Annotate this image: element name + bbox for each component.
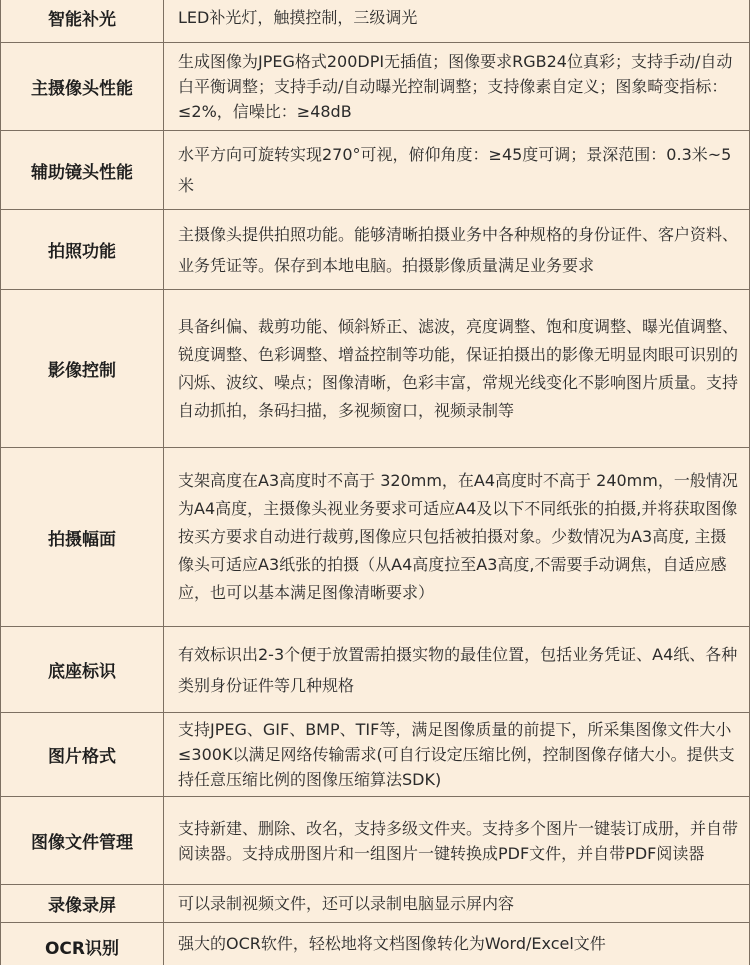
row-text-photo-function: 主摄像头提供拍照功能。能够清晰拍摄业务中各种规格的身份证件、客户资料、业务凭证等。保存到本地电脑。拍摄影像质量满足业务要求 xyxy=(164,210,750,290)
table-row xyxy=(1,210,750,290)
table-row xyxy=(1,797,750,885)
row-text-aux-lens: 水平方向可旋转实现270°可视，俯仰角度：≥45度可调；景深范围：0.3米~5米 xyxy=(164,131,750,210)
table-row xyxy=(1,448,750,627)
row-label-file-management: 图像文件管理 xyxy=(1,797,164,885)
row-label-photo-function: 拍照功能 xyxy=(1,210,164,290)
row-text-video-recording: 可以录制视频文件，还可以录制电脑显示屏内容 xyxy=(164,885,750,923)
row-label-video-recording: 录像录屏 xyxy=(1,885,164,923)
row-text-base-markers: 有效标识出2-3个便于放置需拍摄实物的最佳位置，包括业务凭证、A4纸、各种类别身份证件等几种规格 xyxy=(164,627,750,713)
row-text-main-camera: 生成图像为JPEG格式200DPI无插值；图像要求RGB24位真彩；支持手动/自动白平衡调整；支持手动/自动曝光控制调整；支持像素自定义；图象畸变指标：≤2%，信噪比：≥48dB xyxy=(164,43,750,131)
row-label-aux-lens: 辅助镜头性能 xyxy=(1,131,164,210)
row-label-image-control: 影像控制 xyxy=(1,290,164,448)
row-text-image-control: 具备纠偏、裁剪功能、倾斜矫正、滤波，亮度调整、饱和度调整、曝光值调整、锐度调整、色彩调整、增益控制等功能，保证拍摄出的影像无明显肉眼可识别的闪烁、波纹、噪点；图像清晰，色彩丰富，常规光线变化不影响图片质量。支持自动抓拍，条码扫描，多视频窗口，视频录制等 xyxy=(164,290,750,448)
row-text-image-format: 支持JPEG、GIF、BMP、TIF等，满足图像质量的前提下，所采集图像文件大小≤300K以满足网络传输需求(可自行设定压缩比例，控制图像存储大小。提供支持任意压缩比例的图像压缩算法SDK) xyxy=(164,713,750,797)
table-row xyxy=(1,131,750,210)
table-row xyxy=(1,0,750,43)
row-label-shooting-format: 拍摄幅面 xyxy=(1,448,164,627)
table-row xyxy=(1,43,750,131)
table-row xyxy=(1,290,750,448)
table-row xyxy=(1,885,750,923)
row-label-smart-fill-light: 智能补光 xyxy=(1,0,164,43)
row-text-shooting-format: 支架高度在A3高度时不高于 320mm，在A4高度时不高于 240mm，一般情况为A4高度，主摄像头视业务要求可适应A4及以下不同纸张的拍摄,并将获取图像按买方要求自动进行裁剪,图像应只包括被拍摄对象。少数情况为A3高度, 主摄像头可适应A3纸张的拍摄（从A4高度拉至A3高度,不需要手动调焦，自适应感应，也可以基本满足图像清晰要求） xyxy=(164,448,750,627)
table-row xyxy=(1,923,750,965)
row-text-smart-fill-light: LED补光灯，触摸控制，三级调光 xyxy=(164,0,750,43)
row-label-ocr: OCR识别 xyxy=(1,923,164,965)
table-row xyxy=(1,627,750,713)
row-label-image-format: 图片格式 xyxy=(1,713,164,797)
row-text-ocr: 强大的OCR软件，轻松地将文档图像转化为Word/Excel文件 xyxy=(164,923,750,965)
row-text-file-management: 支持新建、删除、改名，支持多级文件夹。支持多个图片一键装订成册，并自带阅读器。支持成册图片和一组图片一键转换成PDF文件，并自带PDF阅读器 xyxy=(164,797,750,885)
row-label-main-camera: 主摄像头性能 xyxy=(1,43,164,131)
table-row xyxy=(1,713,750,797)
row-label-base-markers: 底座标识 xyxy=(1,627,164,713)
